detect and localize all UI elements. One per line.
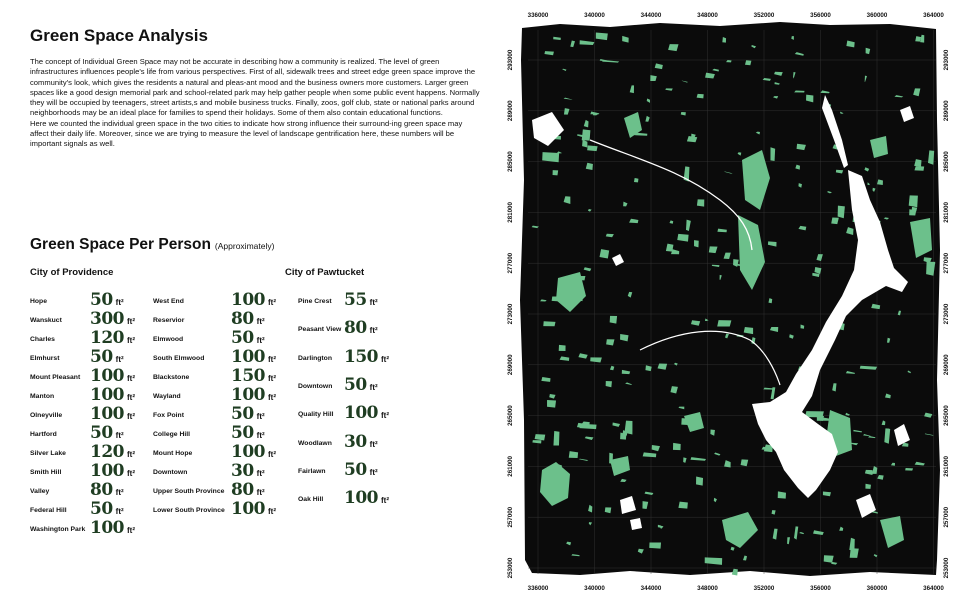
green-space-value <box>231 499 276 519</box>
green-space-value <box>231 423 265 443</box>
value-unit: ft² <box>381 411 389 421</box>
value-number: 100 <box>231 442 265 462</box>
value-number: 150 <box>344 346 378 367</box>
green-patch <box>649 542 661 548</box>
y-tick-right: 289000 <box>943 100 950 122</box>
value-unit: ft² <box>268 393 276 402</box>
value-unit: ft² <box>256 317 265 326</box>
x-tick-bottom: 356000 <box>810 585 831 592</box>
green-patch <box>673 443 681 450</box>
x-tick-bottom: 344000 <box>640 585 662 592</box>
value-unit: ft² <box>127 374 135 383</box>
value-unit: ft² <box>127 336 135 345</box>
value-unit: ft² <box>256 412 265 421</box>
y-tick-right: 273000 <box>943 303 950 325</box>
value-unit: ft² <box>369 326 378 336</box>
x-tick-top: 344000 <box>640 12 662 19</box>
green-patch <box>678 502 687 509</box>
neighborhood-name: Wayland <box>153 393 181 400</box>
green-patch <box>770 147 775 161</box>
neighborhood-name: College Hill <box>153 431 191 438</box>
value-number: 120 <box>90 442 124 462</box>
value-number: 100 <box>231 290 265 310</box>
value-unit: ft² <box>268 374 276 383</box>
value-number: 30 <box>231 461 254 481</box>
x-tick-top: 360000 <box>866 12 888 19</box>
per-person-title <box>30 236 274 254</box>
value-unit: ft² <box>268 298 276 307</box>
intro-paragraph-1: The concept of Individual Green Space may not be accurate in describing how a community is realized. The level of green infrastructures influences people's life from various perspectives. First of all, sidewalk trees and street edge green space improve the community's look, which gives the residents a natural and pleas-ant mood and the business owners more customers. Larger green spaces like a good design memorial park and school-related park may help gather people when some public event happens. Normally they will be occupied by teenagers, street artists,s and mobile business trucks. Finally, zoos, golf club, state or national parks around neighborhoods may be an ideal place for families to spend their holidays. Some of them also contain educational functions. <box>30 57 480 118</box>
y-tick-left: 277000 <box>507 252 514 274</box>
green-patch <box>697 199 704 206</box>
value-unit: ft² <box>369 439 378 449</box>
green-patch <box>694 240 699 247</box>
intro-text <box>30 57 480 150</box>
neighborhood-name: Smith Hill <box>30 469 62 476</box>
y-tick-left: 273000 <box>507 303 514 325</box>
neighborhood-name: Pine Crest <box>298 298 332 305</box>
green-space-value <box>344 290 378 310</box>
x-tick-top: 348000 <box>697 12 718 19</box>
value-unit: ft² <box>256 431 265 440</box>
y-tick-left: 257000 <box>507 506 514 528</box>
green-space-value <box>344 347 389 367</box>
y-tick-right: 257000 <box>943 506 950 528</box>
neighborhood-name: Darlington <box>298 354 332 362</box>
green-space-map <box>490 0 960 600</box>
neighborhood-name: Olneyville <box>30 412 63 419</box>
neighborhood-name: Blackstone <box>153 374 190 381</box>
neighborhood-name: Mount Pleasant <box>30 374 81 381</box>
green-space-value <box>231 404 265 424</box>
value-unit: ft² <box>256 336 265 345</box>
value-unit: ft² <box>115 355 124 364</box>
y-tick-right: 293000 <box>943 49 950 71</box>
y-tick-right: 261000 <box>943 456 950 477</box>
neighborhood-name: Fox Point <box>153 412 184 419</box>
green-patch <box>696 477 703 486</box>
green-space-value <box>90 328 135 348</box>
value-number: 55 <box>344 290 367 310</box>
value-unit: ft² <box>115 298 124 307</box>
x-tick-top: 340000 <box>584 12 605 19</box>
value-number: 80 <box>90 480 113 500</box>
page-title: Green Space Analysis <box>30 26 208 45</box>
green-space-value <box>231 461 265 481</box>
green-space-value <box>90 442 135 462</box>
x-tick-bottom: 352000 <box>753 585 775 592</box>
green-space-value <box>90 385 135 405</box>
green-patch <box>587 145 597 151</box>
green-patch <box>569 451 578 458</box>
value-number: 100 <box>344 403 378 424</box>
green-patch <box>794 90 804 92</box>
neighborhood-name: Valley <box>30 488 50 495</box>
providence-header: City of Providence <box>30 267 114 278</box>
value-unit: ft² <box>381 496 389 506</box>
neighborhood-name: Oak Hill <box>298 496 324 504</box>
green-space-value <box>344 403 389 423</box>
neighborhood-name: Elmwood <box>153 336 184 343</box>
value-unit: ft² <box>381 354 389 364</box>
neighborhood-name: Quality Hill <box>298 411 334 419</box>
neighborhood-name: Mount Hope <box>153 450 193 457</box>
green-space-value <box>90 499 124 519</box>
green-space-value <box>90 480 124 500</box>
green-space-value <box>90 404 135 424</box>
value-number: 50 <box>90 347 113 367</box>
value-number: 30 <box>344 431 367 452</box>
x-tick-top: 336000 <box>527 12 549 19</box>
y-tick-left: 265000 <box>507 405 514 426</box>
value-number: 300 <box>90 309 124 329</box>
neighborhood-name: Fairlawn <box>298 467 326 475</box>
neighborhood-name: Silver Lake <box>30 450 66 457</box>
green-space-value <box>90 366 135 386</box>
value-unit: ft² <box>369 382 378 392</box>
x-tick-bottom: 340000 <box>584 585 605 592</box>
neighborhood-name: Reservior <box>153 317 185 324</box>
neighborhood-name: Downtown <box>153 469 188 476</box>
intro-paragraph-2: Here we counted the individual green space in the two cities to indicate how strong influence their surround-ing green space may affect their daily life. Moreover, since we are trying to measure the level of landscape gentrification here, these numbers will be important signals as well. <box>30 118 463 149</box>
green-space-value <box>231 480 265 500</box>
value-number: 50 <box>344 374 367 395</box>
value-number: 100 <box>231 499 265 519</box>
green-space-value <box>231 442 276 462</box>
x-tick-bottom: 364000 <box>923 585 944 592</box>
green-patch <box>582 129 591 140</box>
value-number: 50 <box>231 328 254 348</box>
x-tick-top: 352000 <box>753 12 775 19</box>
green-patch <box>824 555 834 562</box>
green-space-value <box>231 328 265 348</box>
per-person-subtitle: (Approximately) <box>214 241 275 251</box>
green-space-value <box>90 423 124 443</box>
y-tick-left: 289000 <box>507 100 514 122</box>
neighborhood-name: South Elmwood <box>153 355 205 362</box>
value-number: 100 <box>90 518 124 538</box>
value-number: 50 <box>344 459 367 480</box>
value-number: 80 <box>231 309 254 329</box>
green-patch <box>850 548 859 558</box>
x-tick-top: 356000 <box>810 12 831 19</box>
value-number: 100 <box>344 488 378 509</box>
value-unit: ft² <box>127 450 135 459</box>
green-patch <box>838 206 845 219</box>
neighborhood-name: Manton <box>30 393 55 400</box>
value-unit: ft² <box>268 450 276 459</box>
green-patch <box>745 60 751 65</box>
neighborhood-name: West End <box>153 298 184 305</box>
green-patch <box>547 400 556 408</box>
green-space-value <box>231 290 276 310</box>
value-unit: ft² <box>115 507 124 516</box>
neighborhood-name: Elmhurst <box>30 355 60 362</box>
green-space-value <box>90 461 135 481</box>
value-unit: ft² <box>268 355 276 364</box>
value-unit: ft² <box>127 412 135 421</box>
neighborhood-name: Lower South Province <box>153 507 225 514</box>
value-number: 80 <box>231 480 254 500</box>
y-tick-left: 261000 <box>507 456 514 477</box>
green-patch <box>905 468 913 471</box>
green-patch <box>914 166 924 171</box>
value-number: 50 <box>231 404 254 424</box>
value-number: 50 <box>90 499 113 519</box>
value-number: 100 <box>231 347 265 367</box>
x-tick-top: 364000 <box>923 12 944 19</box>
neighborhood-name: Washington Park <box>30 526 86 533</box>
y-tick-right: 269000 <box>943 354 950 376</box>
per-person-title-text: Green Space Per Person <box>30 236 211 253</box>
value-unit: ft² <box>256 469 265 478</box>
value-unit: ft² <box>127 526 135 535</box>
pawtucket-header: City of Pawtucket <box>285 267 365 278</box>
green-patch <box>600 249 610 258</box>
green-patch <box>909 209 916 215</box>
value-number: 100 <box>90 385 124 405</box>
neighborhood-name: Hope <box>30 298 47 305</box>
y-tick-left: 281000 <box>507 202 514 223</box>
neighborhood-name: Woodlawn <box>298 439 332 447</box>
x-tick-bottom: 348000 <box>697 585 718 592</box>
value-number: 100 <box>90 461 124 481</box>
value-unit: ft² <box>115 431 124 440</box>
green-space-value <box>90 518 135 538</box>
y-tick-left: 293000 <box>507 49 514 71</box>
green-patch <box>553 170 559 175</box>
green-space-value <box>344 318 378 338</box>
neighborhood-name: Hartford <box>30 431 57 438</box>
value-unit: ft² <box>369 467 378 477</box>
neighborhood-name: Charles <box>30 336 55 343</box>
y-tick-left: 253000 <box>507 557 514 579</box>
value-unit: ft² <box>127 469 135 478</box>
green-patch <box>543 321 555 326</box>
green-space-value <box>344 432 378 452</box>
neighborhood-name: Downtown <box>298 382 333 390</box>
green-space-value <box>231 366 276 386</box>
green-patch <box>553 431 559 446</box>
value-number: 150 <box>231 366 265 386</box>
y-tick-left: 285000 <box>507 151 514 172</box>
value-unit: ft² <box>127 317 135 326</box>
green-space-value <box>231 347 276 367</box>
green-space-value <box>90 309 135 329</box>
value-number: 80 <box>344 318 367 339</box>
green-patch <box>559 345 566 351</box>
neighborhood-name: Federal Hill <box>30 507 67 514</box>
x-tick-bottom: 336000 <box>527 585 549 592</box>
value-unit: ft² <box>115 488 124 497</box>
green-space-value <box>90 290 124 310</box>
map-svg <box>490 0 960 600</box>
green-patch <box>717 320 731 326</box>
y-tick-left: 269000 <box>507 354 514 376</box>
green-space-value <box>231 309 265 329</box>
value-number: 120 <box>90 328 124 348</box>
y-tick-right: 285000 <box>943 151 950 172</box>
value-unit: ft² <box>127 393 135 402</box>
neighborhood-name: Wanskuct <box>30 317 62 324</box>
green-patch <box>610 316 617 324</box>
green-space-value <box>344 460 378 480</box>
neighborhood-name: Upper South Province <box>153 488 225 495</box>
green-space-value <box>90 347 124 367</box>
y-tick-right: 277000 <box>943 252 950 274</box>
green-patch <box>909 195 918 207</box>
value-number: 100 <box>90 366 124 386</box>
value-number: 100 <box>231 385 265 405</box>
neighborhood-name: Peasant View <box>298 326 342 334</box>
value-unit: ft² <box>369 298 378 307</box>
y-tick-right: 265000 <box>943 405 950 426</box>
x-tick-bottom: 360000 <box>866 585 888 592</box>
value-number: 50 <box>90 290 113 310</box>
y-tick-right: 253000 <box>943 557 950 579</box>
value-unit: ft² <box>268 507 276 516</box>
green-space-value <box>344 488 389 508</box>
value-number: 50 <box>90 423 113 443</box>
value-number: 100 <box>90 404 124 424</box>
green-space-value <box>231 385 276 405</box>
water-body <box>630 518 642 530</box>
green-space-value <box>344 375 378 395</box>
y-tick-right: 281000 <box>943 202 950 223</box>
value-unit: ft² <box>256 488 265 497</box>
value-number: 50 <box>231 423 254 443</box>
